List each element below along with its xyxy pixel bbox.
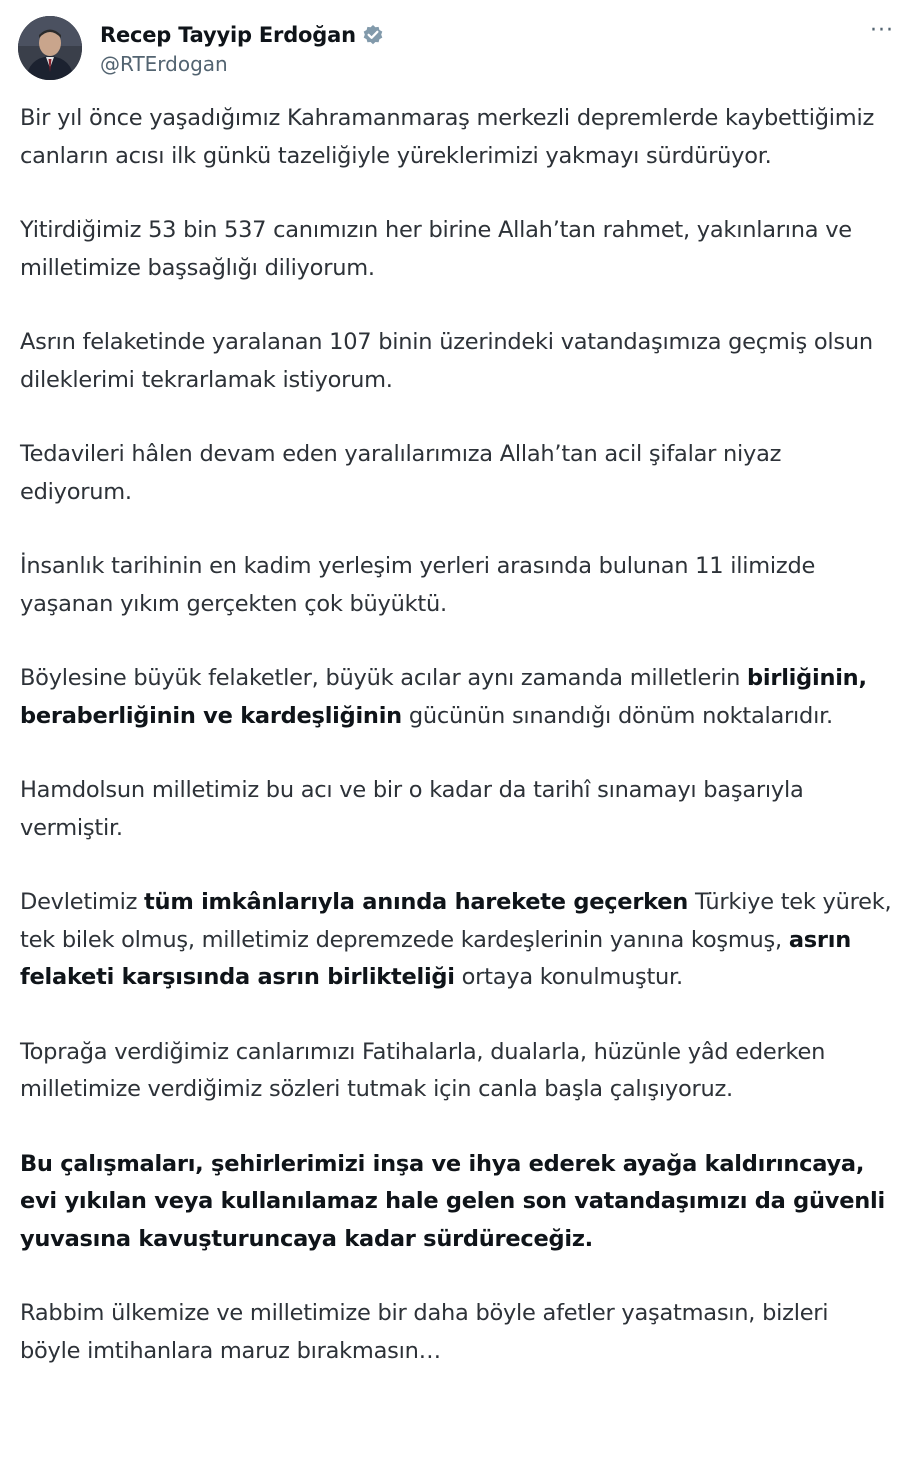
author-name[interactable]: Recep Tayyip Erdoğan xyxy=(100,23,356,47)
avatar[interactable] xyxy=(18,16,82,80)
tweet-paragraph-7: Hamdolsun milletimiz bu acı ve bir o kadar da tarihî sınamayı başarıyla vermiştir. xyxy=(20,777,804,841)
p8-bold-1: tüm imkânlarıyla anında harekete geçerken xyxy=(144,889,689,915)
more-options-icon[interactable]: ··· xyxy=(870,18,894,43)
tweet-text xyxy=(20,100,892,1407)
p8-text-e: ortaya konulmuştur. xyxy=(454,964,683,990)
avatar-image xyxy=(18,16,82,80)
tweet-paragraph-9: Toprağa verdiğimiz canlarımızı Fatihalarla, dualarla, hüzünle yâd ederken milletimize verdiğimiz sözleri tutmak için canla başla çalışıyoruz. xyxy=(20,1038,826,1102)
p10-bold: Bu çalışmaları, şehirlerimizi inşa ve ihya ederek ayağa kaldırıncaya, evi yıkılan veya kullanılamaz hale gelen son vatandaşımızı da güvenli yuvasına kavuşturuncaya kadar sürdüreceğiz. xyxy=(20,1150,885,1252)
p6-bold: birliğinin, beraberliğinin ve kardeşliğinin xyxy=(20,665,867,729)
tweet-paragraph-3: Asrın felaketinde yaralanan 107 binin üzerindeki vatandaşımıza geçmiş olsun dileklerimi tekrarlamak istiyorum. xyxy=(20,329,873,393)
tweet-paragraph-1: Bir yıl önce yaşadığımız Kahramanmaraş merkezli depremlerde kaybettiğimiz canların acısı ilk günkü tazeliğiyle yüreklerimizi yakmayı sürdürüyor. xyxy=(20,105,875,169)
p8-bold-2: asrın felaketi karşısında asrın birlikteliği xyxy=(20,926,851,990)
p6-text-c: gücünün sınandığı dönüm noktalarıdır. xyxy=(401,702,833,729)
p8-text-c: Türkiye tek yürek, tek bilek olmuş, milletimiz depremzede kardeşlerinin yanına koşmuş, xyxy=(20,889,892,953)
verified-badge-icon xyxy=(362,24,384,46)
tweet-paragraph-11: Rabbim ülkemize ve milletimize bir daha böyle afetler yaşatmasın, bizleri böyle imtihanlara maruz bırakmasın… xyxy=(20,1300,829,1364)
tweet-paragraph-10 xyxy=(20,1146,892,1259)
tweet-paragraph-4: Tedavileri hâlen devam eden yaralılarımıza Allah’tan acil şifalar niyaz ediyorum. xyxy=(20,441,782,505)
p6-text-a: Böylesine büyük felaketler, büyük acılar aynı zamanda milletlerin xyxy=(20,665,748,691)
tweet-header xyxy=(18,16,902,80)
tweet-paragraph-6 xyxy=(20,660,892,735)
author-name-row xyxy=(100,20,384,50)
tweet-paragraph-5: İnsanlık tarihinin en kadim yerleşim yerleri arasında bulunan 11 ilimizde yaşanan yıkım gerçekten çok büyüktü. xyxy=(20,553,816,617)
author-handle[interactable]: @RTErdogan xyxy=(100,52,228,76)
tweet-paragraph-8 xyxy=(20,884,892,997)
p8-text-a: Devletimiz xyxy=(20,889,145,915)
tweet-paragraph-2: Yitirdiğimiz 53 bin 537 canımızın her birine Allah’tan rahmet, yakınlarına ve milletimize başsağlığı diliyorum. xyxy=(20,217,852,281)
